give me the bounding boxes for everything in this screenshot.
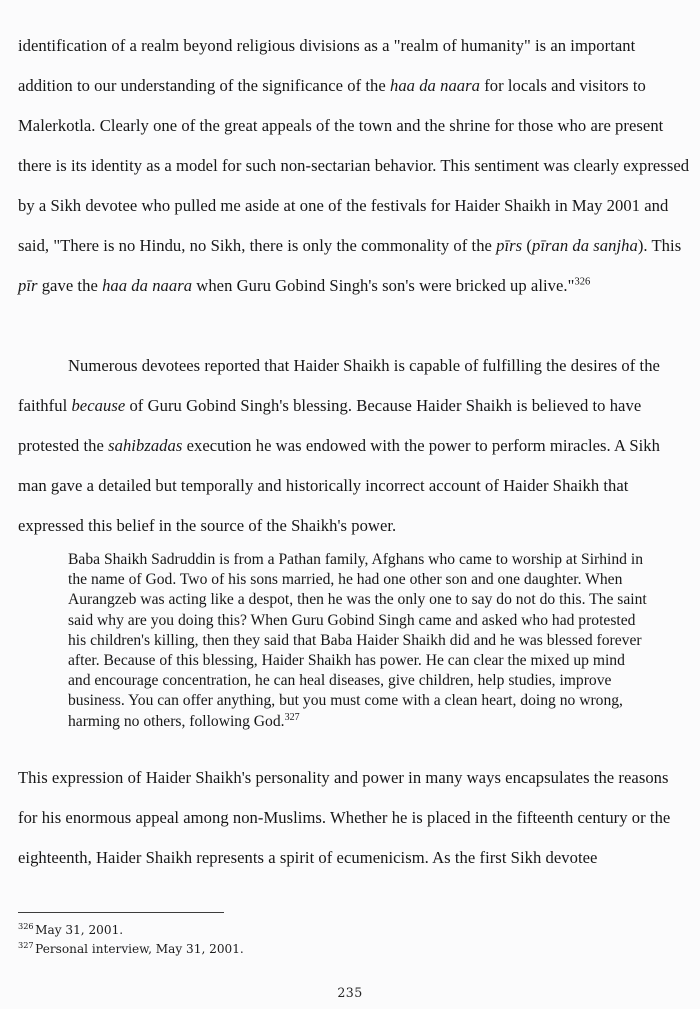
footnote-reference-327: 327 (284, 711, 300, 723)
footnote-marker: 326 (18, 920, 34, 931)
text-run: Numerous devotees reported that Haider Shaikh is capable of fulfilling the desires of the faithful (18, 356, 660, 415)
text-run: Baba Shaikh Sadruddin is from a Pathan family, Afghans who came to worship at Sirhind in the name of God. Two of his sons married, he had one other son and one daughter. When Aurangzeb was acting like a despot, then he was the only one to say do not do this. The saint said why are you doing this? When Guru Gobind Singh came and asked who had protested his children's killing, then they said that Baba Haider Shaikh did and he was blessed forever after. Because of this blessing, Haider Shaikh has power. He can clear the mixed up mind and encourage concentration, he can heal diseases, give children, help studies, improve business. You can offer anything, but you must come with a clean heart, doing no wrong, harming no others, following God. (68, 551, 647, 730)
italic-phrase: haa da naara (102, 276, 193, 295)
text-run: for locals and visitors to Malerkotla. Clearly one of the great appeals of the town and the shrine for those who are present there is its identity as a model for such non-sectarian behavior. This sentiment was clearly expressed by a Sikh devotee who pulled me aside at one of the festivals for Haider Shaikh in May 2001 and said, "There is no Hindu, no Sikh, there is only the commonality of the (18, 76, 690, 255)
paragraph-para-2 (18, 346, 692, 546)
text-run: of Guru Gobind Singh's blessing. Because Haider Shaikh is believed to have protested the (18, 396, 642, 455)
text-run: gave the (37, 276, 103, 295)
footnote-text: May 31, 2001. (35, 923, 124, 937)
paragraph-block (18, 758, 692, 878)
footnote-327 (18, 940, 518, 959)
footnote-reference-326: 326 (574, 276, 591, 288)
block-quotation (68, 550, 648, 732)
page-number: 235 (337, 985, 363, 1000)
italic-phrase: pīran da sanjha (531, 236, 638, 255)
italic-phrase: haa da naara (389, 76, 480, 95)
italic-phrase: pīrs (496, 236, 523, 255)
text-run: ). This (637, 236, 682, 255)
paragraph-para-3 (18, 758, 692, 878)
text-run: This expression of Haider Shaikh's personality and power in many ways encapsulates the reasons for his enormous appeal among non-Muslims. Whether he is placed in the fifteenth century or the eighteenth, Haider Shaikh represents a spirit of ecumenicism. As the first Sikh devotee (18, 768, 671, 867)
italic-phrase: because (71, 396, 126, 415)
paragraph-block (18, 346, 692, 546)
footnote-text: Personal interview, May 31, 2001. (35, 942, 244, 956)
paragraph-block (18, 26, 692, 306)
text-run: execution he was endowed with the power to perform miracles. A Sikh man gave a detailed but temporally and historically incorrect account of Haider Shaikh that expressed this belief in the source of the Shaikh's power. (18, 436, 660, 535)
text-run: ( (522, 236, 532, 255)
italic-phrase: pīr (18, 276, 38, 295)
text-run: when Guru Gobind Singh's son's were bricked up alive." (192, 276, 575, 295)
text-run: identification of a realm beyond religious divisions as a "realm of humanity" is an important addition to our understanding of the significance of the (18, 36, 636, 95)
footnote-326 (18, 921, 518, 940)
paragraph-para-1 (18, 26, 692, 306)
italic-phrase: sahibzadas (108, 436, 183, 455)
footnote-separator-rule (18, 912, 224, 913)
footnotes-region (18, 921, 518, 959)
footnote-marker: 327 (18, 939, 34, 950)
